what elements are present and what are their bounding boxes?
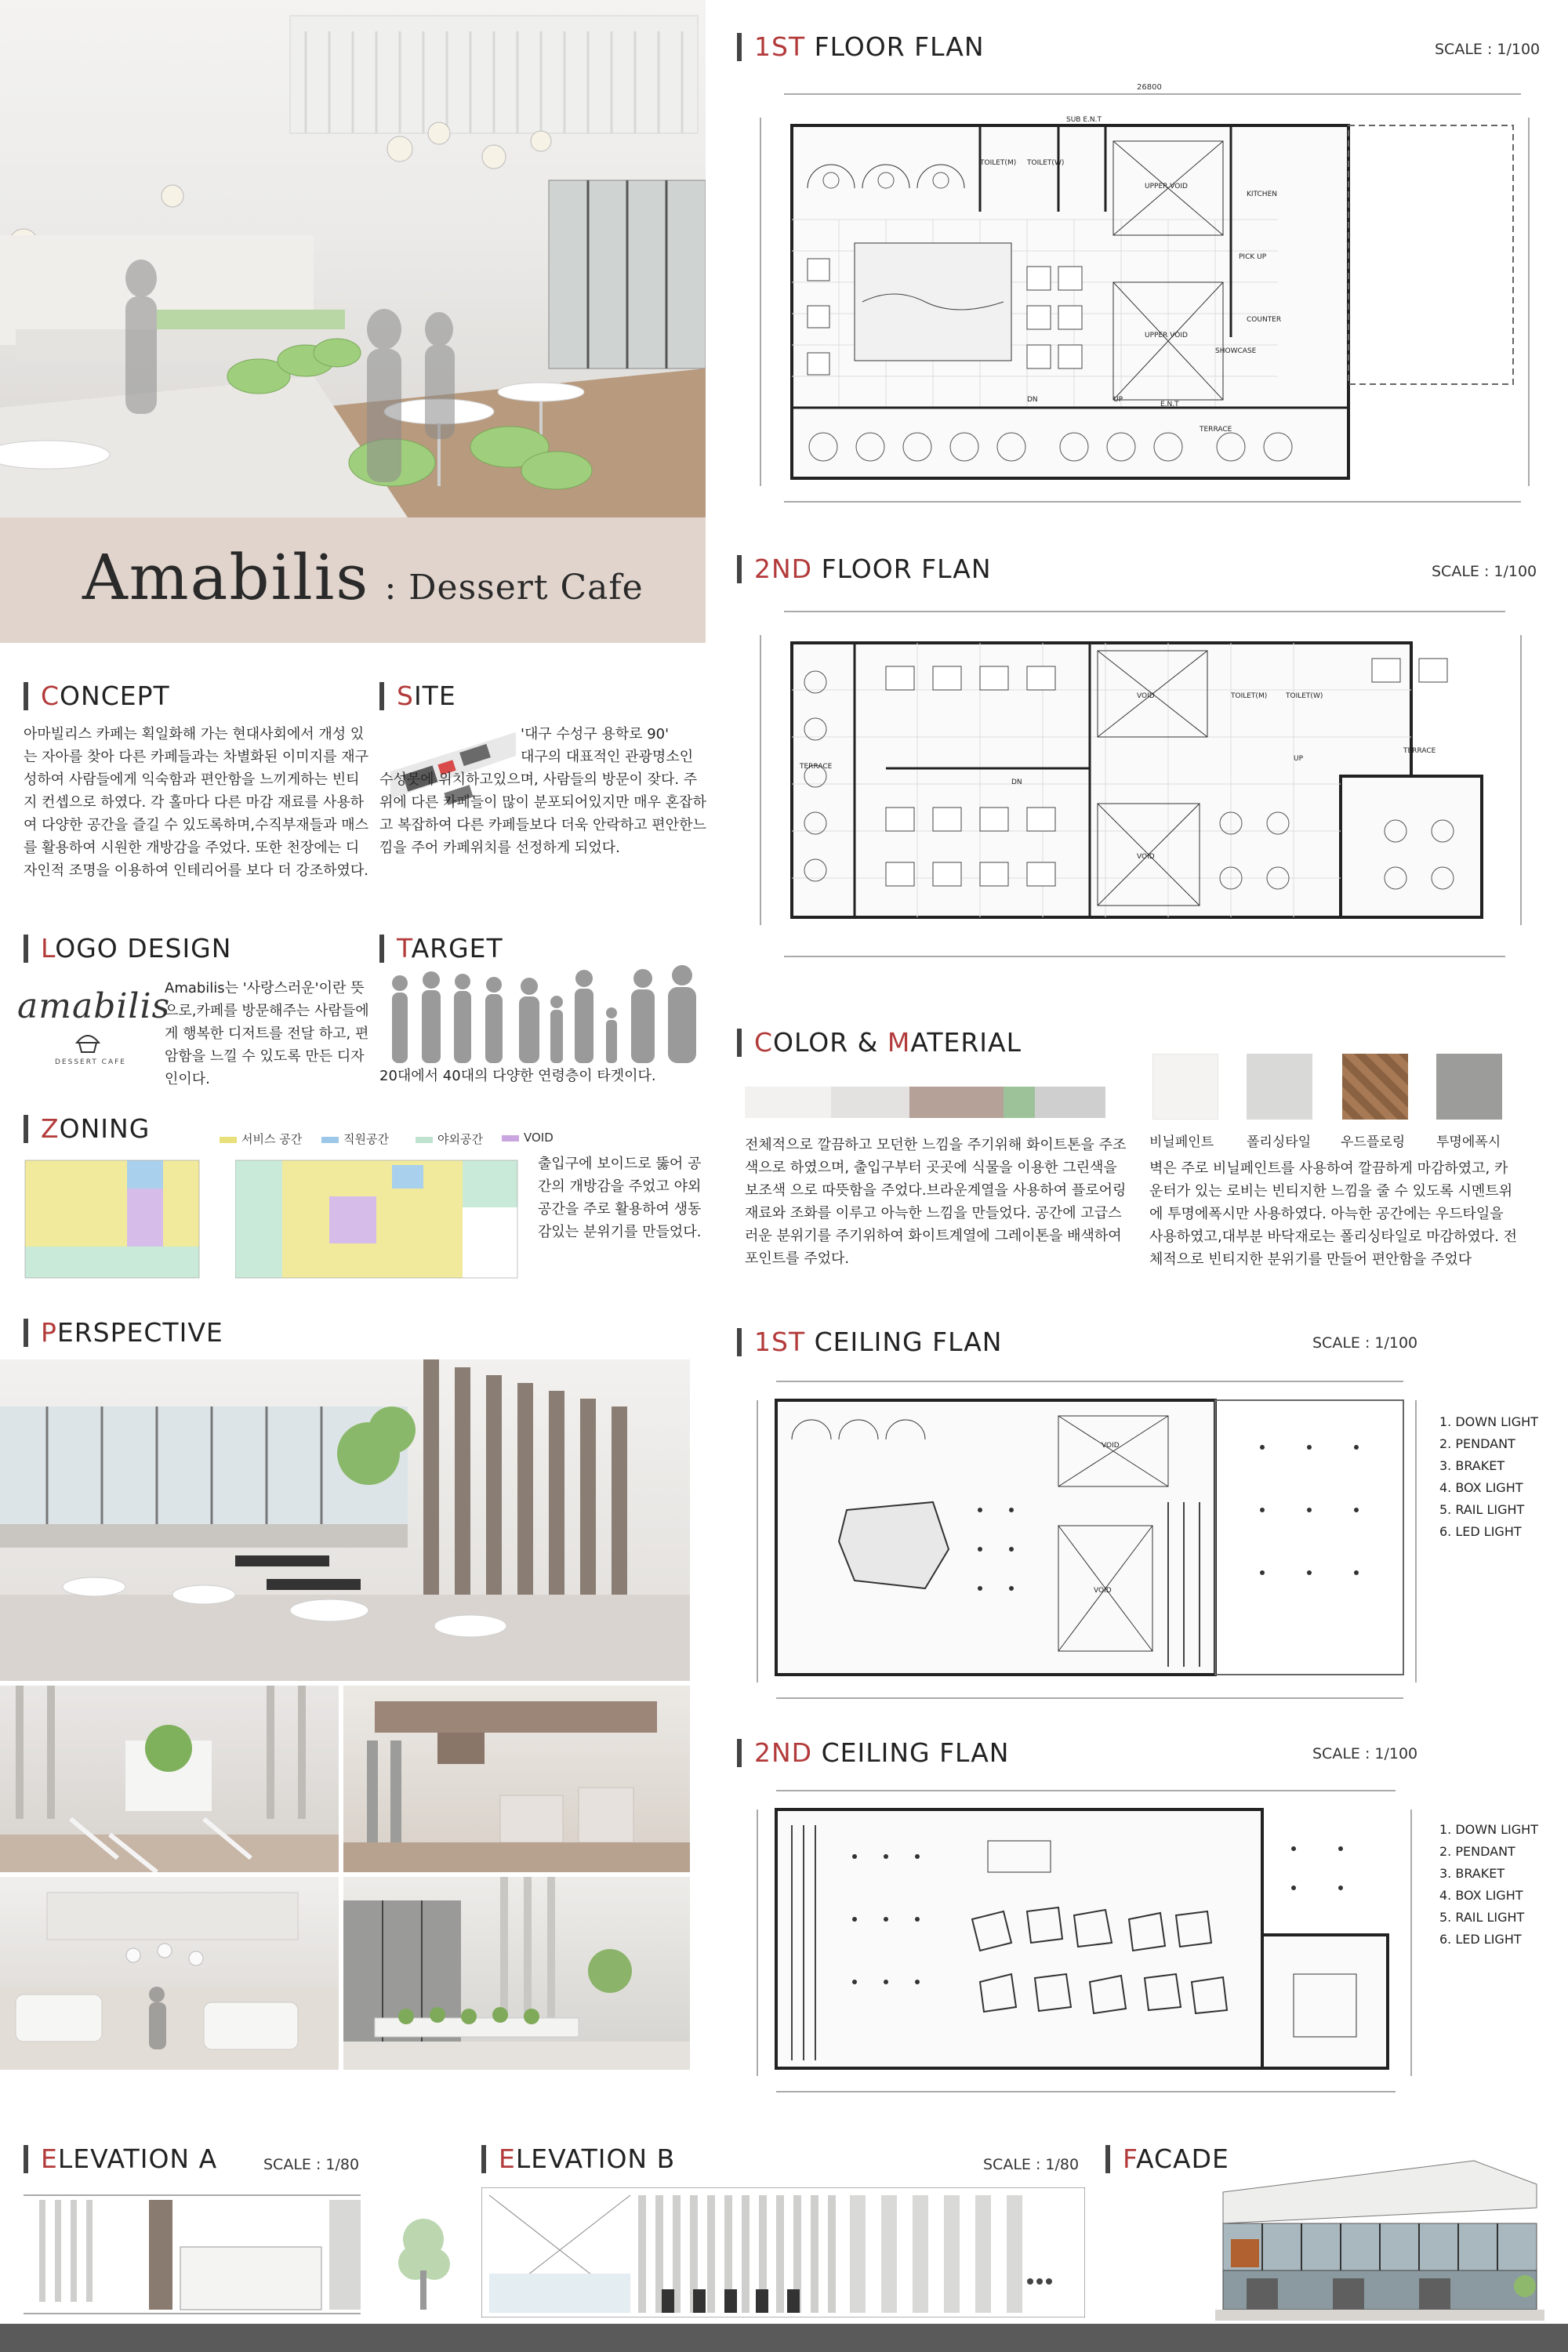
elevation-a-scale: SCALE : 1/80 [263,2156,360,2173]
floor1-label-showcase: SHOWCASE [1215,347,1257,355]
color-material-heading: COLOR & MATERIAL [737,1027,1022,1058]
elevation-b-scale: SCALE : 1/80 [983,2156,1080,2173]
floor1-label-pickup: PICK UP [1239,253,1267,261]
facade-heading: FACADE [1105,2143,1229,2175]
concept-text: 아마빌리스 카페는 획일화해 가는 현대사회에서 개성 있는 자아를 찾아 다른 카페들과는 차별화된 이미지를 재구성하여 사람들에게 익숙함과 편안함을 느끼게하는 빈티지 컨셉으로 하였다. 각 홀마다 다른 마감 재료를 사용하여 다양한 공간을 즐길 수 있도록하며,수직부재들과 매스를 활용하여 시원한 개방감을 주었다. 또한 천장에는 디자인적 조명을 이용하여 인테리어를 보다 더 강조하였다. [24,726,368,879]
cupcake-icon [74,1032,102,1054]
material-epoxy-swatch [1436,1054,1502,1120]
color-palette-bar [745,1087,1105,1118]
facade-render [1215,2153,1544,2321]
target-text: 20대에서 40대의 다양한 연령층이 타겟이다. [379,1068,656,1084]
floor2-label-toilet-m: TOILET(M) [1231,692,1268,700]
material-vinyl-paint-swatch [1152,1054,1218,1120]
ceiling2-legend-item: 3. BRAKET [1439,1866,1505,1881]
zoning-legend-void: VOID [502,1131,554,1145]
ceiling2-heading: 2ND CEILING FLAN [737,1737,1009,1769]
material-wood-flooring-label: 우드플로링 [1341,1134,1406,1150]
zoning-legend-service: 서비스 공간 [220,1131,302,1147]
floor2-label-void-lower: VOID [1137,853,1155,861]
ceiling2-legend-item: 5. RAIL LIGHT [1439,1910,1525,1925]
color-text: 전체적으로 깔끔하고 모던한 느낌을 주기위해 화이트톤을 주조색으로 하였으며, 출입구부터 곳곳에 식물을 이용한 그린색을 보조색 으로 따뜻함을 주었다.브라운계열을 사용하여 플로어링 재료와 조화를 이루고 아늑한 느낌을 만들었다. 공간에 고급스러운 분위기를 주기위하여 화이트계열에 그레이톤을 배색하여 포인트를 주었다. [745,1137,1127,1267]
zoning-map-1f [24,1157,212,1283]
material-polishing-tile-swatch [1247,1054,1312,1120]
hero-render-drawing [0,0,706,517]
logo-wordmark: amabilis [17,986,171,1026]
floor2-label-terrace-west: TERRACE [800,763,833,771]
ceiling2-legend-item: 4. BOX LIGHT [1439,1888,1523,1903]
floor1-plan [745,78,1544,517]
perspective-render-hall [0,1686,339,1872]
ceiling2-legend-item: 6. LED LIGHT [1439,1932,1522,1947]
bottom-bar [0,2324,1568,2352]
logo-text: Amabilis는 '사랑스러운'이란 뜻으로,카페를 방문해주는 사람들에게 행복한 디저트를 전달 하고, 편암함을 느낄 수 있도록 만든 디자인이다. [165,980,369,1087]
floor1-label-toilet-m: TOILET(M) [980,159,1017,167]
material-vinyl-paint-label: 비닐페인트 [1149,1134,1214,1150]
floor2-label-toilet-w: TOILET(W) [1286,692,1323,700]
floor1-label-ent: E.N.T [1160,401,1179,408]
zoning-map-2f [235,1157,525,1283]
floor1-label-terrace: TERRACE [1200,426,1232,434]
floor2-label-terrace-east: TERRACE [1403,747,1436,755]
floor1-label-counter: COUNTER [1247,316,1282,324]
palette-swatch-brown [909,1087,1004,1118]
site-heading: SITE [379,681,456,712]
title-sub: : Dessert Cafe [384,568,644,608]
floor2-label-void-upper: VOID [1137,692,1155,700]
material-wood-flooring-swatch [1342,1054,1408,1120]
floor1-label-toilet-w: TOILET(W) [1027,159,1065,167]
floor1-heading: 1ST FLOOR FLAN [737,31,985,63]
ceiling2-plan [745,1778,1427,2100]
logo-tagline: DESSERT CAFE [55,1058,126,1066]
ceiling1-legend-item: 2. PENDANT [1439,1436,1515,1451]
elevation-a-drawing [24,2192,478,2318]
target-heading: TARGET [379,933,503,964]
perspective-render-wood [343,1686,690,1872]
perspective-render-lounge [0,1877,339,2070]
ceiling1-legend-item: 5. RAIL LIGHT [1439,1502,1525,1517]
site-text: 대구의 대표적인 관광명소인 수성못에 위치하고있으며, 사람들의 방문이 잦다. 주위에 다른 카페들이 많이 분포되어있지만 매우 혼잡하고 복잡하여 다른 카페들보다 더욱 안락하고 편안한느낌을 주어 카페위치를 선정하게 되었다. [379,749,706,856]
floor1-label-upper-void: UPPER VOID [1145,183,1188,191]
logo-mark [17,986,171,1080]
floor1-label-upper-void-2: UPPER VOID [1145,332,1188,339]
ceiling1-scale: SCALE : 1/100 [1312,1334,1418,1352]
logo-heading: LOGO DESIGN [24,933,231,964]
ceiling1-lighting-legend [1439,1411,1538,1543]
floor1-scale: SCALE : 1/100 [1435,41,1541,58]
target-silhouettes [384,963,706,1065]
palette-swatch-green [1004,1087,1035,1118]
cafe-title [82,541,702,619]
zoning-legend-staff: 직원공간 [321,1131,389,1147]
title-main: Amabilis [82,541,370,614]
ceiling1-legend-item: 1. DOWN LIGHT [1439,1414,1538,1429]
site-address: '대구 수성구 용학로 90' [521,726,670,742]
palette-swatch-gray [1035,1087,1105,1118]
floor1-overall-dim: 26800 [1137,83,1162,92]
elevation-b-heading: ELEVATION B [481,2143,675,2175]
material-text: 벽은 주로 비닐페인트를 사용하여 깔끔하게 마감하였고, 카운터가 있는 로비는 빈티지한 느낌을 줄 수 있도록 시멘트위에 투명에폭시만 사용하였다. 아늑한 공간에는 우드타일을 사용하였고,대부분 바닥재로는 폴리싱타일로 마감하였다. 전체적으로 빈티지한 분위기를 만들어 편안함을 주었다 [1149,1160,1518,1268]
ceiling1-legend-item: 4. BOX LIGHT [1439,1480,1523,1495]
zoning-text: 출입구에 보이드로 뚫어 공간의 개방감을 주었고 야외공간을 주로 활용하여 생동감있는 분위기를 만들었다. [538,1156,702,1240]
floor2-label-up: UP [1294,755,1304,763]
material-polishing-tile-label: 폴리싱타일 [1247,1134,1312,1150]
floor2-plan [745,596,1537,964]
concept-heading: CONCEPT [24,681,170,712]
ceiling2-legend-item: 1. DOWN LIGHT [1439,1822,1538,1837]
floor1-label-kitchen: KITCHEN [1247,191,1277,198]
ceiling1-heading: 1ST CEILING FLAN [737,1327,1002,1358]
hero-interior-render [0,0,706,517]
ceiling2-scale: SCALE : 1/100 [1312,1745,1418,1762]
floor2-label-dn: DN [1011,779,1022,786]
perspective-render-main [0,1359,690,1681]
ceiling1-legend-item: 6. LED LIGHT [1439,1524,1522,1539]
palette-swatch-light-gray [831,1087,909,1118]
ceiling1-label-void-lower: VOID [1094,1587,1112,1595]
ceiling2-lighting-legend [1439,1819,1538,1951]
floor2-heading: 2ND FLOOR FLAN [737,554,992,585]
elevation-b-drawing [481,2187,1085,2318]
elevation-a-heading: ELEVATION A [24,2143,217,2175]
perspective-render-planter [343,1877,690,2070]
palette-swatch-white [745,1087,831,1118]
zoning-heading: ZONING [24,1113,150,1145]
floor2-scale: SCALE : 1/100 [1432,563,1537,580]
floor1-label-sub-ent: SUB E.N.T [1066,116,1102,124]
ceiling2-legend-item: 2. PENDANT [1439,1844,1515,1859]
floor1-label-dn: DN [1027,396,1038,404]
perspective-heading: PERSPECTIVE [24,1317,223,1348]
zoning-legend-outdoor: 야외공간 [416,1131,483,1147]
ceiling1-legend-item: 3. BRAKET [1439,1458,1505,1473]
material-epoxy-label: 투명에폭시 [1436,1134,1501,1150]
ceiling1-label-void-upper: VOID [1102,1442,1120,1450]
ceiling1-plan [745,1369,1427,1706]
floor1-label-up: UP [1113,396,1123,404]
